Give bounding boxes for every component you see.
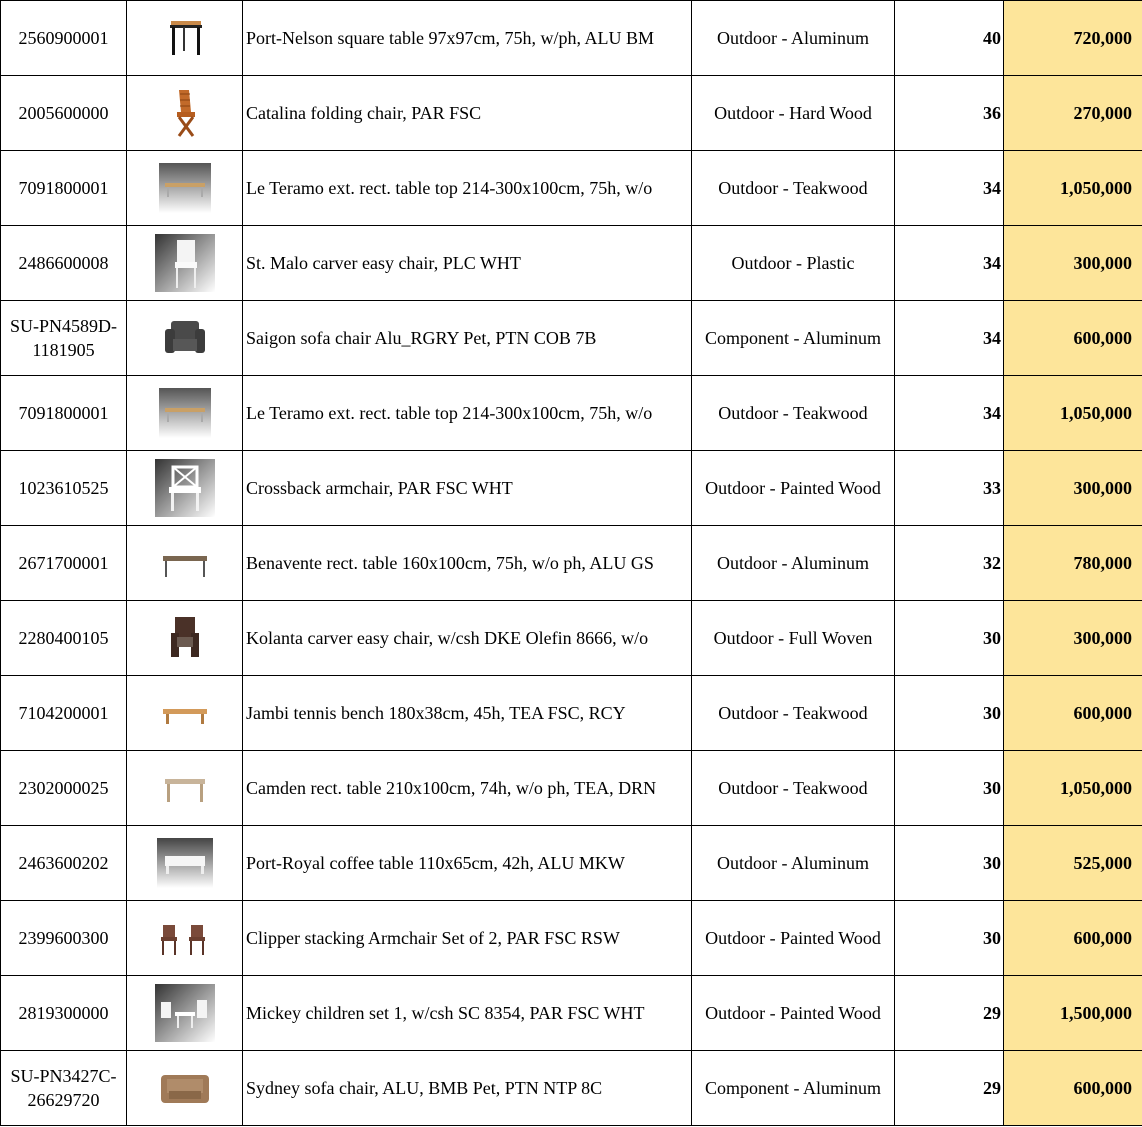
woven-chair-icon: [153, 607, 217, 669]
item-code: 2486600008: [1, 226, 127, 301]
item-code: SU-PN4589D-1181905: [1, 301, 127, 376]
item-quantity: 34: [895, 301, 1004, 376]
item-price: 600,000: [1004, 301, 1142, 376]
item-price: 300,000: [1004, 451, 1142, 526]
bench-icon: [153, 682, 217, 744]
item-quantity: 30: [895, 601, 1004, 676]
item-quantity: 34: [895, 151, 1004, 226]
item-category: Outdoor - Plastic: [692, 226, 895, 301]
item-code: 2819300000: [1, 976, 127, 1051]
item-category: Outdoor - Teakwood: [692, 151, 895, 226]
item-quantity: 34: [895, 226, 1004, 301]
item-quantity: 33: [895, 451, 1004, 526]
item-code: 2671700001: [1, 526, 127, 601]
table-row: [1, 376, 1142, 451]
table-row: [1, 301, 1142, 376]
table-row: [1, 526, 1142, 601]
item-category: Outdoor - Aluminum: [692, 526, 895, 601]
item-category: Outdoor - Painted Wood: [692, 451, 895, 526]
item-quantity: 30: [895, 826, 1004, 901]
chair-set-icon: [153, 907, 217, 969]
item-category: Outdoor - Teakwood: [692, 751, 895, 826]
table-row: [1, 826, 1142, 901]
item-quantity: 40: [895, 1, 1004, 76]
item-quantity: 29: [895, 976, 1004, 1051]
item-code: 2560900001: [1, 1, 127, 76]
table-top-icon: [153, 157, 217, 219]
item-description: Catalina folding chair, PAR FSC: [243, 76, 692, 151]
item-description: Clipper stacking Armchair Set of 2, PAR FSC RSW: [243, 901, 692, 976]
item-description: Port-Royal coffee table 110x65cm, 42h, ALU MKW: [243, 826, 692, 901]
item-price: 780,000: [1004, 526, 1142, 601]
item-description: Camden rect. table 210x100cm, 74h, w/o ph, TEA, DRN: [243, 751, 692, 826]
item-description: Le Teramo ext. rect. table top 214-300x100cm, 75h, w/o: [243, 376, 692, 451]
item-category: Component - Aluminum: [692, 301, 895, 376]
item-price: 270,000: [1004, 76, 1142, 151]
item-category: Outdoor - Teakwood: [692, 676, 895, 751]
folding-chair-icon: [153, 82, 217, 144]
table-row: [1, 451, 1142, 526]
table-row: [1, 976, 1142, 1051]
table-row: [1, 76, 1142, 151]
item-code: 7104200001: [1, 676, 127, 751]
sofa-chair-icon: [153, 307, 217, 369]
item-quantity: 32: [895, 526, 1004, 601]
item-code: 2302000025: [1, 751, 127, 826]
item-price: 1,050,000: [1004, 751, 1142, 826]
item-code: 7091800001: [1, 151, 127, 226]
item-code: SU-PN3427C-26629720: [1, 1051, 127, 1126]
item-code: 2463600202: [1, 826, 127, 901]
item-description: Port-Nelson square table 97x97cm, 75h, w/ph, ALU BM: [243, 1, 692, 76]
table-row: [1, 151, 1142, 226]
item-description: Jambi tennis bench 180x38cm, 45h, TEA FSC, RCY: [243, 676, 692, 751]
item-description: Saigon sofa chair Alu_RGRY Pet, PTN COB 7B: [243, 301, 692, 376]
item-price: 600,000: [1004, 901, 1142, 976]
item-code: 1023610525: [1, 451, 127, 526]
item-description: Mickey children set 1, w/csh SC 8354, PAR FSC WHT: [243, 976, 692, 1051]
table-row: [1, 676, 1142, 751]
item-category: Outdoor - Full Woven: [692, 601, 895, 676]
table-top-icon: [153, 382, 217, 444]
item-price: 300,000: [1004, 226, 1142, 301]
item-category: Component - Aluminum: [692, 1051, 895, 1126]
sofa-chair-icon: [153, 1057, 217, 1119]
coffee-table-icon: [153, 832, 217, 894]
item-price: 1,500,000: [1004, 976, 1142, 1051]
table-row: [1, 1051, 1142, 1126]
table-row: [1, 1, 1142, 76]
item-description: Benavente rect. table 160x100cm, 75h, w/o ph, ALU GS: [243, 526, 692, 601]
item-category: Outdoor - Painted Wood: [692, 976, 895, 1051]
item-category: Outdoor - Hard Wood: [692, 76, 895, 151]
item-price: 600,000: [1004, 676, 1142, 751]
item-category: Outdoor - Aluminum: [692, 826, 895, 901]
item-price: 720,000: [1004, 1, 1142, 76]
item-category: Outdoor - Painted Wood: [692, 901, 895, 976]
item-description: Le Teramo ext. rect. table top 214-300x100cm, 75h, w/o: [243, 151, 692, 226]
table-row: [1, 901, 1142, 976]
item-category: Outdoor - Aluminum: [692, 1, 895, 76]
children-set-icon: [153, 982, 217, 1044]
item-description: St. Malo carver easy chair, PLC WHT: [243, 226, 692, 301]
table-row: [1, 751, 1142, 826]
item-quantity: 30: [895, 751, 1004, 826]
item-description: Sydney sofa chair, ALU, BMB Pet, PTN NTP 8C: [243, 1051, 692, 1126]
item-price: 525,000: [1004, 826, 1142, 901]
armchair-icon: [153, 457, 217, 519]
table-row: [1, 601, 1142, 676]
table-row: [1, 226, 1142, 301]
item-quantity: 30: [895, 901, 1004, 976]
item-quantity: 30: [895, 676, 1004, 751]
square-table-icon: [153, 7, 217, 69]
item-quantity: 29: [895, 1051, 1004, 1126]
item-description: Crossback armchair, PAR FSC WHT: [243, 451, 692, 526]
item-price: 600,000: [1004, 1051, 1142, 1126]
item-price: 300,000: [1004, 601, 1142, 676]
white-chair-icon: [153, 232, 217, 294]
rect-table-icon: [153, 757, 217, 819]
item-code: 7091800001: [1, 376, 127, 451]
item-code: 2280400105: [1, 601, 127, 676]
item-category: Outdoor - Teakwood: [692, 376, 895, 451]
item-quantity: 36: [895, 76, 1004, 151]
item-description: Kolanta carver easy chair, w/csh DKE Olefin 8666, w/o: [243, 601, 692, 676]
item-code: 2005600000: [1, 76, 127, 151]
rect-table-icon: [153, 532, 217, 594]
item-quantity: 34: [895, 376, 1004, 451]
item-code: 2399600300: [1, 901, 127, 976]
item-price: 1,050,000: [1004, 151, 1142, 226]
item-price: 1,050,000: [1004, 376, 1142, 451]
